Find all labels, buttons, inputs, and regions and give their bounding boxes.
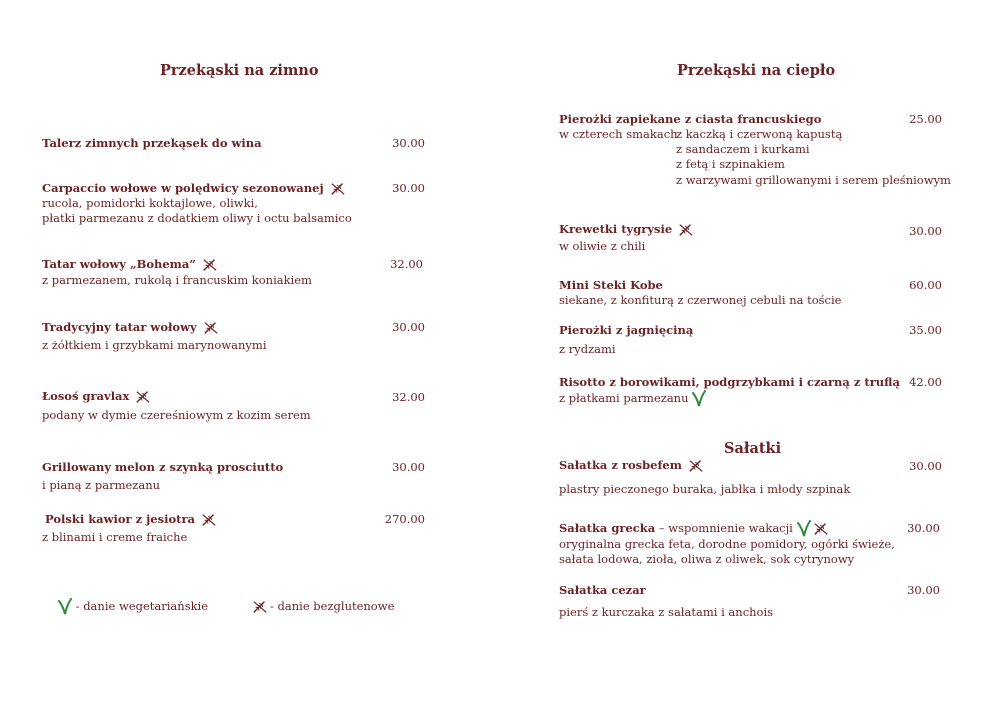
gluten-free-icon <box>199 512 219 528</box>
menu-item-description: z żółtkiem i grzybkami marynowanymi <box>42 338 267 352</box>
menu-item-price: 25.00 <box>909 112 942 126</box>
menu-item-name: Risotto z borowikami, podgrzybkami i czarną z truflą <box>559 375 900 389</box>
menu-item-price: 270.00 <box>384 512 425 526</box>
menu-item-description: pierś z kurczaka z sałatami i anchois <box>559 605 774 619</box>
salads-heading: Sałatki <box>724 440 782 457</box>
menu-item-description: z rydzami <box>559 342 616 356</box>
menu-item-name: Talerz zimnych przekąsek do wina <box>42 136 262 150</box>
menu-item-price: 30.00 <box>392 320 425 334</box>
menu-item-description: z parmezanem, rukolą i francuskim koniakiem <box>42 273 312 287</box>
menu-item-price: 32.00 <box>392 390 425 404</box>
menu-item-description: w czterech smakach <box>559 127 678 141</box>
menu-item-price: 30.00 <box>909 459 942 473</box>
menu-item-name: Polski kawior z jesiotra <box>45 512 219 528</box>
legend-vegetarian: - danie wegetariańskie <box>58 598 208 616</box>
menu-item-name: Pierożki zapiekane z ciasta francuskiego <box>559 112 822 126</box>
menu-item-variant: z sandaczem i kurkami <box>676 142 810 156</box>
legend-gluten-free: - danie bezglutenowe <box>250 599 394 615</box>
menu-item-name: Tradycyjny tatar wołowy <box>42 320 221 336</box>
gluten-free-icon <box>676 222 696 238</box>
vegetarian-icon <box>692 390 706 408</box>
menu-item-description: z blinami i creme fraiche <box>42 530 188 544</box>
gluten-free-icon <box>133 389 153 405</box>
right-heading: Przekąski na ciepło <box>677 62 836 79</box>
menu-item-description: z płatkami parmezanu <box>559 390 706 408</box>
gluten-free-icon <box>201 320 221 336</box>
menu-item-price: 30.00 <box>907 521 940 535</box>
menu-item-variant: z kaczką i czerwoną kapustą <box>676 127 843 141</box>
menu-item-name: Sałatka z rosbefem <box>559 458 706 474</box>
menu-item-description: plastry pieczonego buraka, jabłka i młody szpinak <box>559 482 851 496</box>
menu-item-description: płatki parmezanu z dodatkiem oliwy i octu balsamico <box>42 211 352 225</box>
menu-item-name: Mini Steki Kobe <box>559 278 663 292</box>
menu-item-price: 42.00 <box>909 375 942 389</box>
gluten-free-icon <box>200 257 220 273</box>
menu-item-description: sałata lodowa, zioła, oliwa z oliwek, sok cytrynowy <box>559 552 855 566</box>
menu-item-name: Sałatka cezar <box>559 583 646 597</box>
menu-item-description: rucola, pomidorki koktajlowe, oliwki, <box>42 196 258 210</box>
menu-item-description: siekane, z konfiturą z czerwonej cebuli na toście <box>559 293 842 307</box>
menu-item-name: Pierożki z jagnięciną <box>559 323 694 337</box>
menu-item-price: 60.00 <box>909 278 942 292</box>
gluten-free-icon <box>811 521 831 537</box>
left-heading: Przekąski na zimno <box>160 62 319 79</box>
vegetarian-icon <box>797 520 811 538</box>
menu-item-description: oryginalna grecka feta, dorodne pomidory, ogórki świeże, <box>559 537 895 551</box>
menu-item-name: Sałatka grecka – wspomnienie wakacji <box>559 520 831 538</box>
menu-item-description: podany w dymie czereśniowym z kozim serem <box>42 408 311 422</box>
menu-item-price: 30.00 <box>909 224 942 238</box>
menu-item-price: 30.00 <box>392 181 425 195</box>
menu-item-price: 32.00 <box>390 257 423 271</box>
gluten-free-icon <box>328 181 348 197</box>
menu-item-variant: z fetą i szpinakiem <box>676 157 785 171</box>
menu-item-name: Krewetki tygrysie <box>559 222 696 238</box>
menu-item-description: i pianą z parmezanu <box>42 478 161 492</box>
menu-item-variant: z warzywami grillowanymi i serem pleśniowym <box>676 173 951 187</box>
menu-item-description: w oliwie z chili <box>559 239 646 253</box>
menu-item-price: 30.00 <box>907 583 940 597</box>
vegetarian-icon <box>58 598 72 616</box>
menu-item-name: Tatar wołowy „Bohema” <box>42 257 220 273</box>
menu-item-name: Łosoś gravlax <box>42 389 153 405</box>
menu-item-name: Carpaccio wołowe w polędwicy sezonowanej <box>42 181 348 197</box>
menu-item-price: 30.00 <box>392 136 425 150</box>
gluten-free-icon <box>686 458 706 474</box>
menu-item-price: 30.00 <box>392 460 425 474</box>
gluten-free-icon <box>250 599 270 615</box>
menu-item-price: 35.00 <box>909 323 942 337</box>
menu-item-name: Grillowany melon z szynką prosciutto <box>42 460 284 474</box>
